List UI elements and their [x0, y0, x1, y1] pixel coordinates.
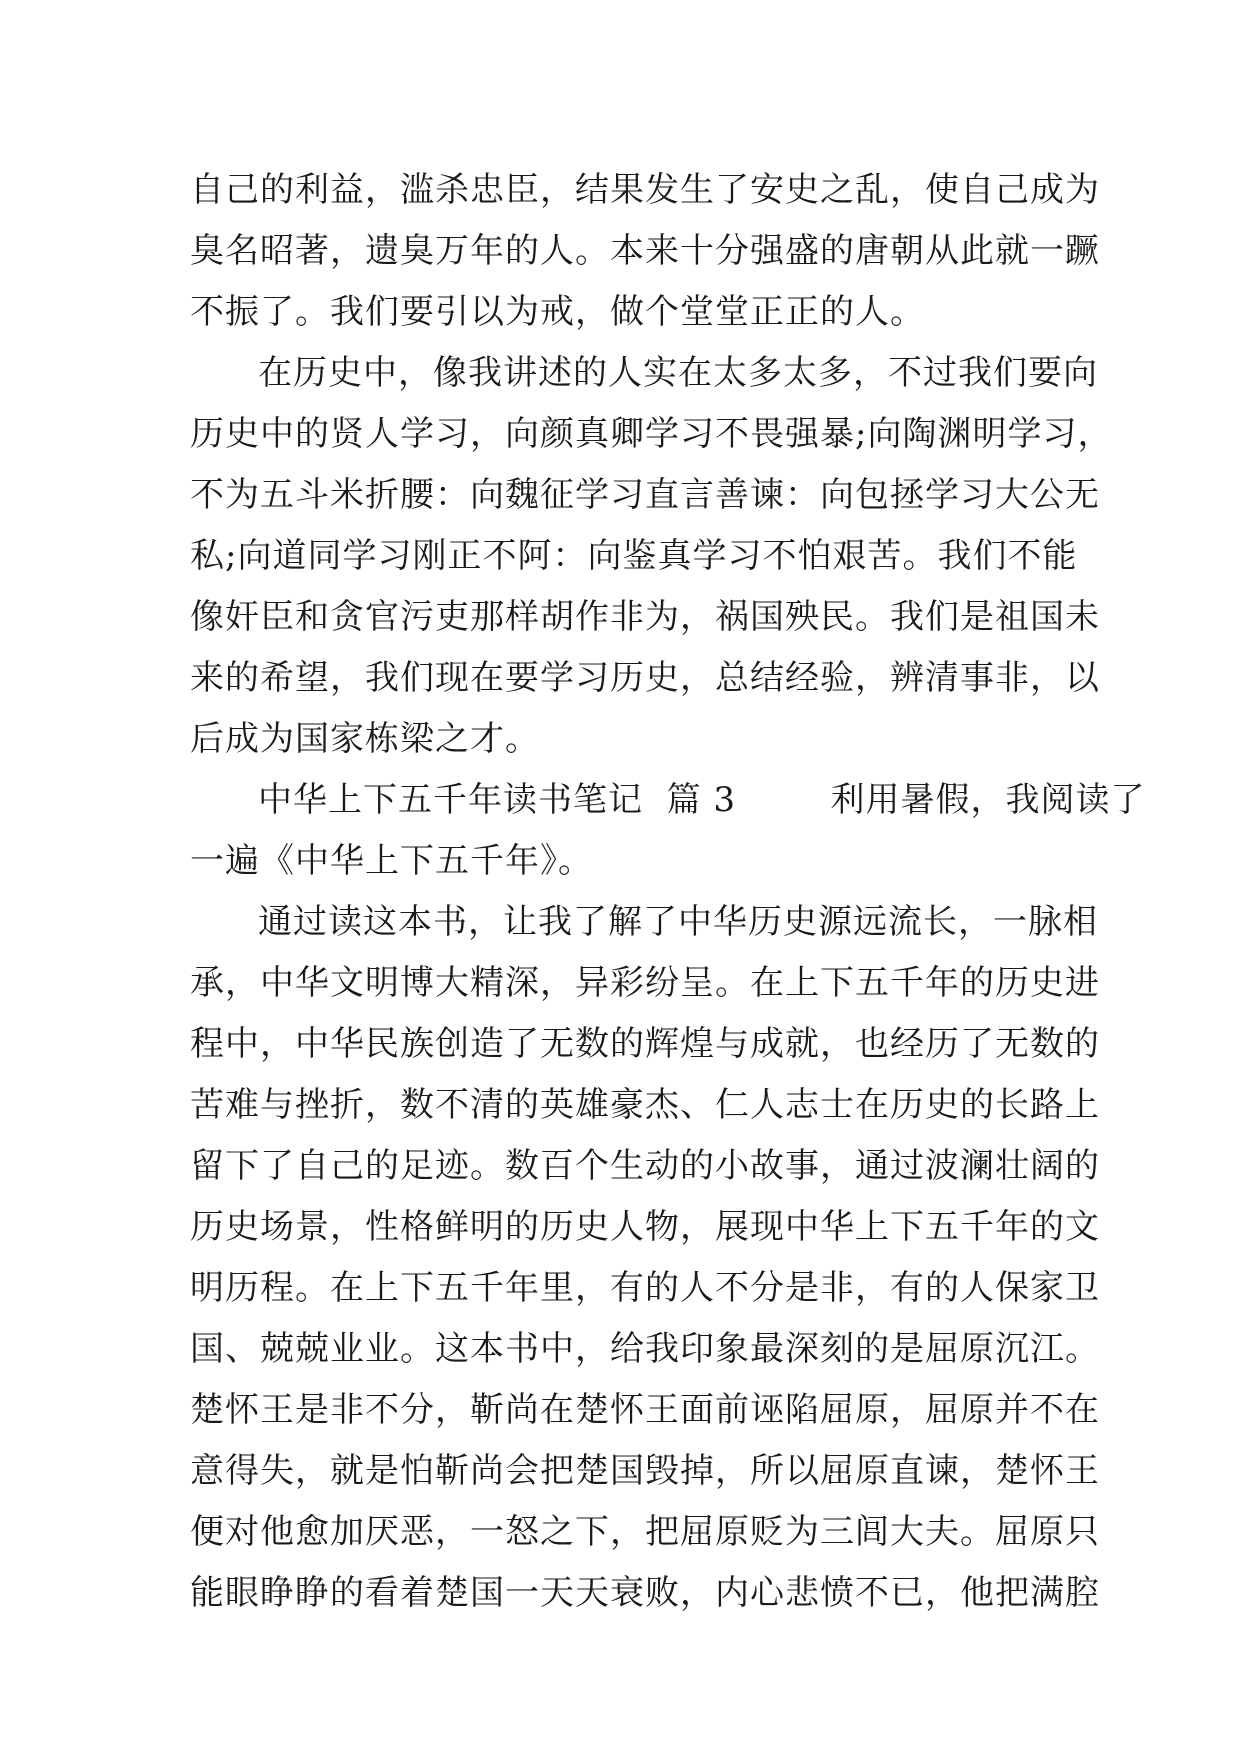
- text-line: 留下了自己的足迹。数百个生动的小故事，通过波澜壮阔的: [190, 1146, 1100, 1186]
- text-line: 历史中的贤人学习，向颜真卿学习不畏强暴;向陶渊明学习，: [190, 414, 1113, 454]
- text-line: 中华上下五千年读书笔记 篇 3 利用暑假，我阅读了: [258, 780, 1146, 820]
- body-text: [190, 160, 1146, 1624]
- text-line: 楚怀王是非不分，靳尚在楚怀王面前诬陷屈原，屈原并不在: [190, 1390, 1100, 1430]
- text-line: 自己的利益，滥杀忠臣，结果发生了安史之乱，使自己成为: [190, 170, 1100, 210]
- text-line: 苦难与挫折，数不清的英雄豪杰、仁人志士在历史的长路上: [190, 1085, 1100, 1125]
- text-line: 私;向道同学习刚正不阿：向鉴真学习不怕艰苦。我们不能: [190, 536, 1078, 576]
- text-line: 意得失，就是怕靳尚会把楚国毁掉，所以屈原直谏，楚怀王: [190, 1451, 1100, 1491]
- text-line: 能眼睁睁的看着楚国一天天衰败，内心悲愤不已，他把满腔: [190, 1573, 1100, 1613]
- text-line: 一遍《中华上下五千年》。: [190, 841, 593, 881]
- text-line: 便对他愈加厌恶，一怒之下，把屈原贬为三闾大夫。屈原只: [190, 1512, 1100, 1552]
- text-line: 历史场景，性格鲜明的历史人物，展现中华上下五千年的文: [190, 1207, 1100, 1247]
- text-line: 来的希望，我们现在要学习历史，总结经验，辨清事非，以: [190, 658, 1100, 698]
- text-line: 像奸臣和贪官污吏那样胡作非为，祸国殃民。我们是祖国未: [190, 597, 1100, 637]
- text-line: 后成为国家栋梁之才。: [190, 719, 540, 759]
- text-line: 不为五斗米折腰：向魏征学习直言善谏：向包拯学习大公无: [190, 475, 1100, 515]
- text-line: 明历程。在上下五千年里，有的人不分是非，有的人保家卫: [190, 1268, 1100, 1308]
- text-line: 程中，中华民族创造了无数的辉煌与成就，也经历了无数的: [190, 1024, 1100, 1064]
- text-line: 在历史中，像我讲述的人实在太多太多，不过我们要向: [258, 353, 1098, 393]
- text-line: 臭名昭著，遗臭万年的人。本来十分强盛的唐朝从此就一蹶: [190, 231, 1100, 271]
- text-line: 通过读这本书，让我了解了中华历史源远流长，一脉相: [258, 902, 1098, 942]
- text-line: 不振了。我们要引以为戒，做个堂堂正正的人。: [190, 292, 925, 332]
- text-line: 国、兢兢业业。这本书中，给我印象最深刻的是屈原沉江。: [190, 1329, 1100, 1369]
- text-line: 承，中华文明博大精深，异彩纷呈。在上下五千年的历史进: [190, 963, 1100, 1003]
